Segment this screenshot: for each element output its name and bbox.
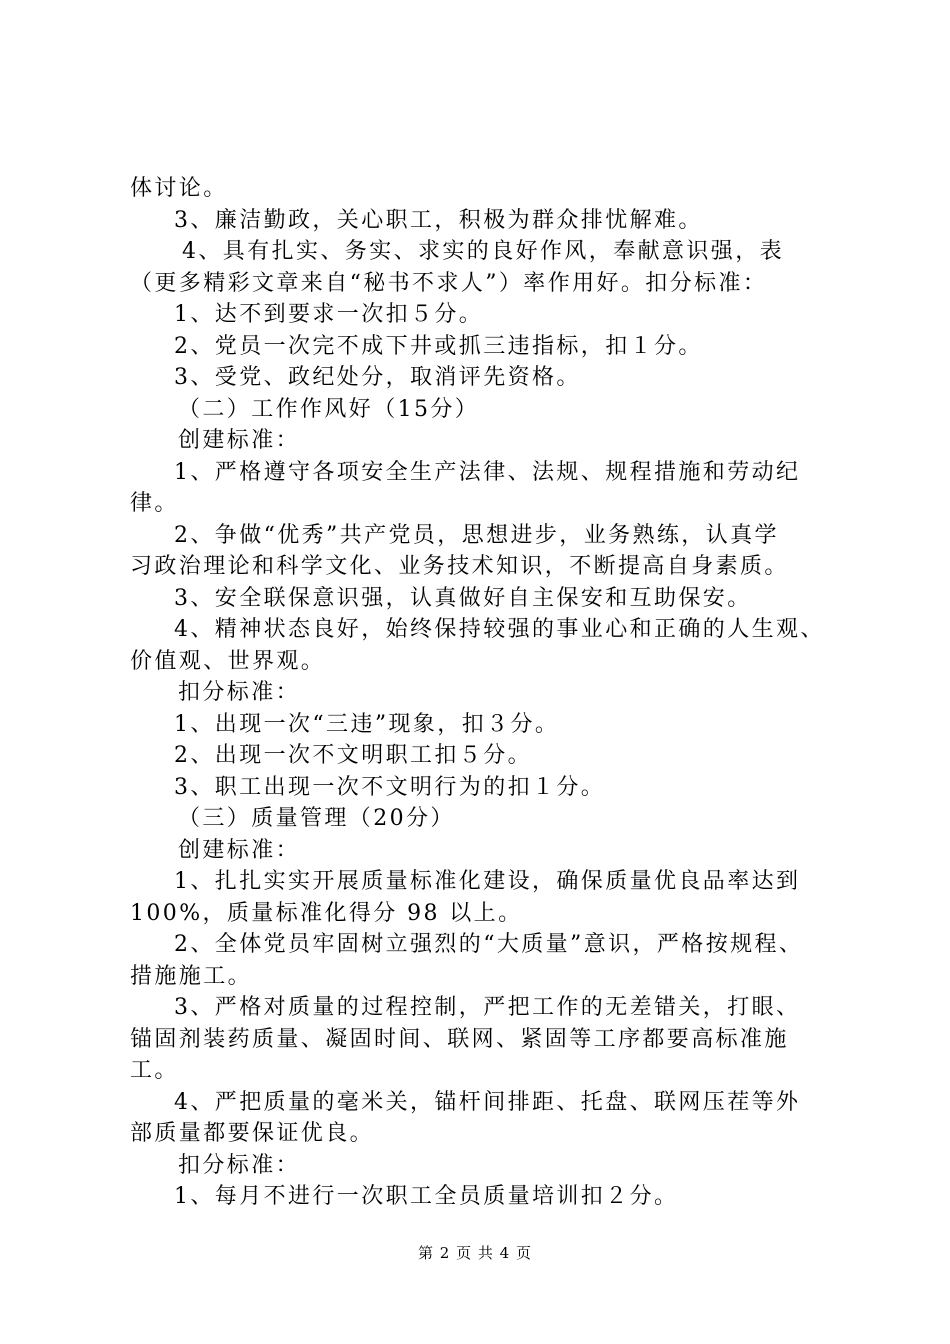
text-line: 3、安全联保意识强，认真做好自主保安和互助保安。 [174, 585, 752, 611]
text-line: 创建标准： [178, 837, 301, 863]
text-line: 1、扎扎实实开展质量标准化建设，确保质量优良品率达到 [174, 869, 801, 894]
text-line: 2、党员一次完不成下井或抓三违指标，扣１分。 [174, 333, 703, 359]
text-line: 3、严格对质量的过程控制，严把工作的无差错关，打眼、 [174, 995, 801, 1020]
text-line: 创建标准： [178, 428, 301, 453]
text-line: 扣分标准： [178, 680, 301, 705]
text-line: 部质量都要保证优良。 [130, 1121, 375, 1146]
page-footer: 第 2 页 共 4 页 [418, 1244, 532, 1262]
text-line: 1、出现一次“三违”现象，扣３分。 [174, 711, 560, 737]
text-line: （二）工作作风好（15分） [178, 396, 480, 422]
text-line: 锚固剂装药质量、凝固时间、联网、紧固等工序都要高标准施 [130, 1026, 789, 1052]
text-line: 2、争做“优秀”共产党员，思想进步，业务熟练，认真学 [174, 522, 779, 548]
text-line: 1、严格遵守各项安全生产法律、法规、规程措施和劳动纪 [174, 459, 801, 485]
document-body [130, 173, 835, 1213]
text-line: 体讨论。 [130, 176, 228, 201]
text-line: 3、职工出现一次不文明行为的扣１分。 [174, 774, 606, 800]
text-line: 3、受党、政纪处分，取消评先资格。 [174, 365, 581, 390]
text-line: 4、精神状态良好，始终保持较强的事业心和正确的人生观、 [174, 617, 825, 642]
text-line: （三）质量管理（20分） [178, 806, 455, 831]
text-line: 习政治理论和科学文化、业务技术知识，不断提高自身素质。 [130, 554, 789, 579]
text-line: 律。 [130, 491, 179, 516]
text-line: （更多精彩文章来自“秘书不求人”）率作用好。扣分标准： [130, 270, 768, 296]
text-line: 扣分标准： [178, 1152, 301, 1178]
text-line: 4、具有扎实、务实、求实的良好作风，奉献意识强，表 [182, 239, 784, 264]
text-line: 1、每月不进行一次职工全员质量培训扣２分。 [174, 1184, 679, 1209]
text-line: 措施施工。 [130, 963, 253, 989]
text-line: 100%，质量标准化得分 98 以上。 [130, 900, 523, 926]
text-line: 工。 [130, 1058, 179, 1083]
text-line: 价值观、世界观。 [130, 648, 326, 674]
text-line: 4、严把质量的毫米关，锚杆间排距、托盘、联网压茬等外 [174, 1089, 801, 1115]
text-line: 3、廉洁勤政，关心职工，积极为群众排忧解难。 [174, 207, 703, 233]
text-line: 1、达不到要求一次扣５分。 [174, 302, 484, 327]
text-line: 2、出现一次不文明职工扣５分。 [174, 743, 532, 768]
text-line: 2、全体党员牢固树立强烈的“大质量”意识，严格按规程、 [174, 932, 804, 957]
